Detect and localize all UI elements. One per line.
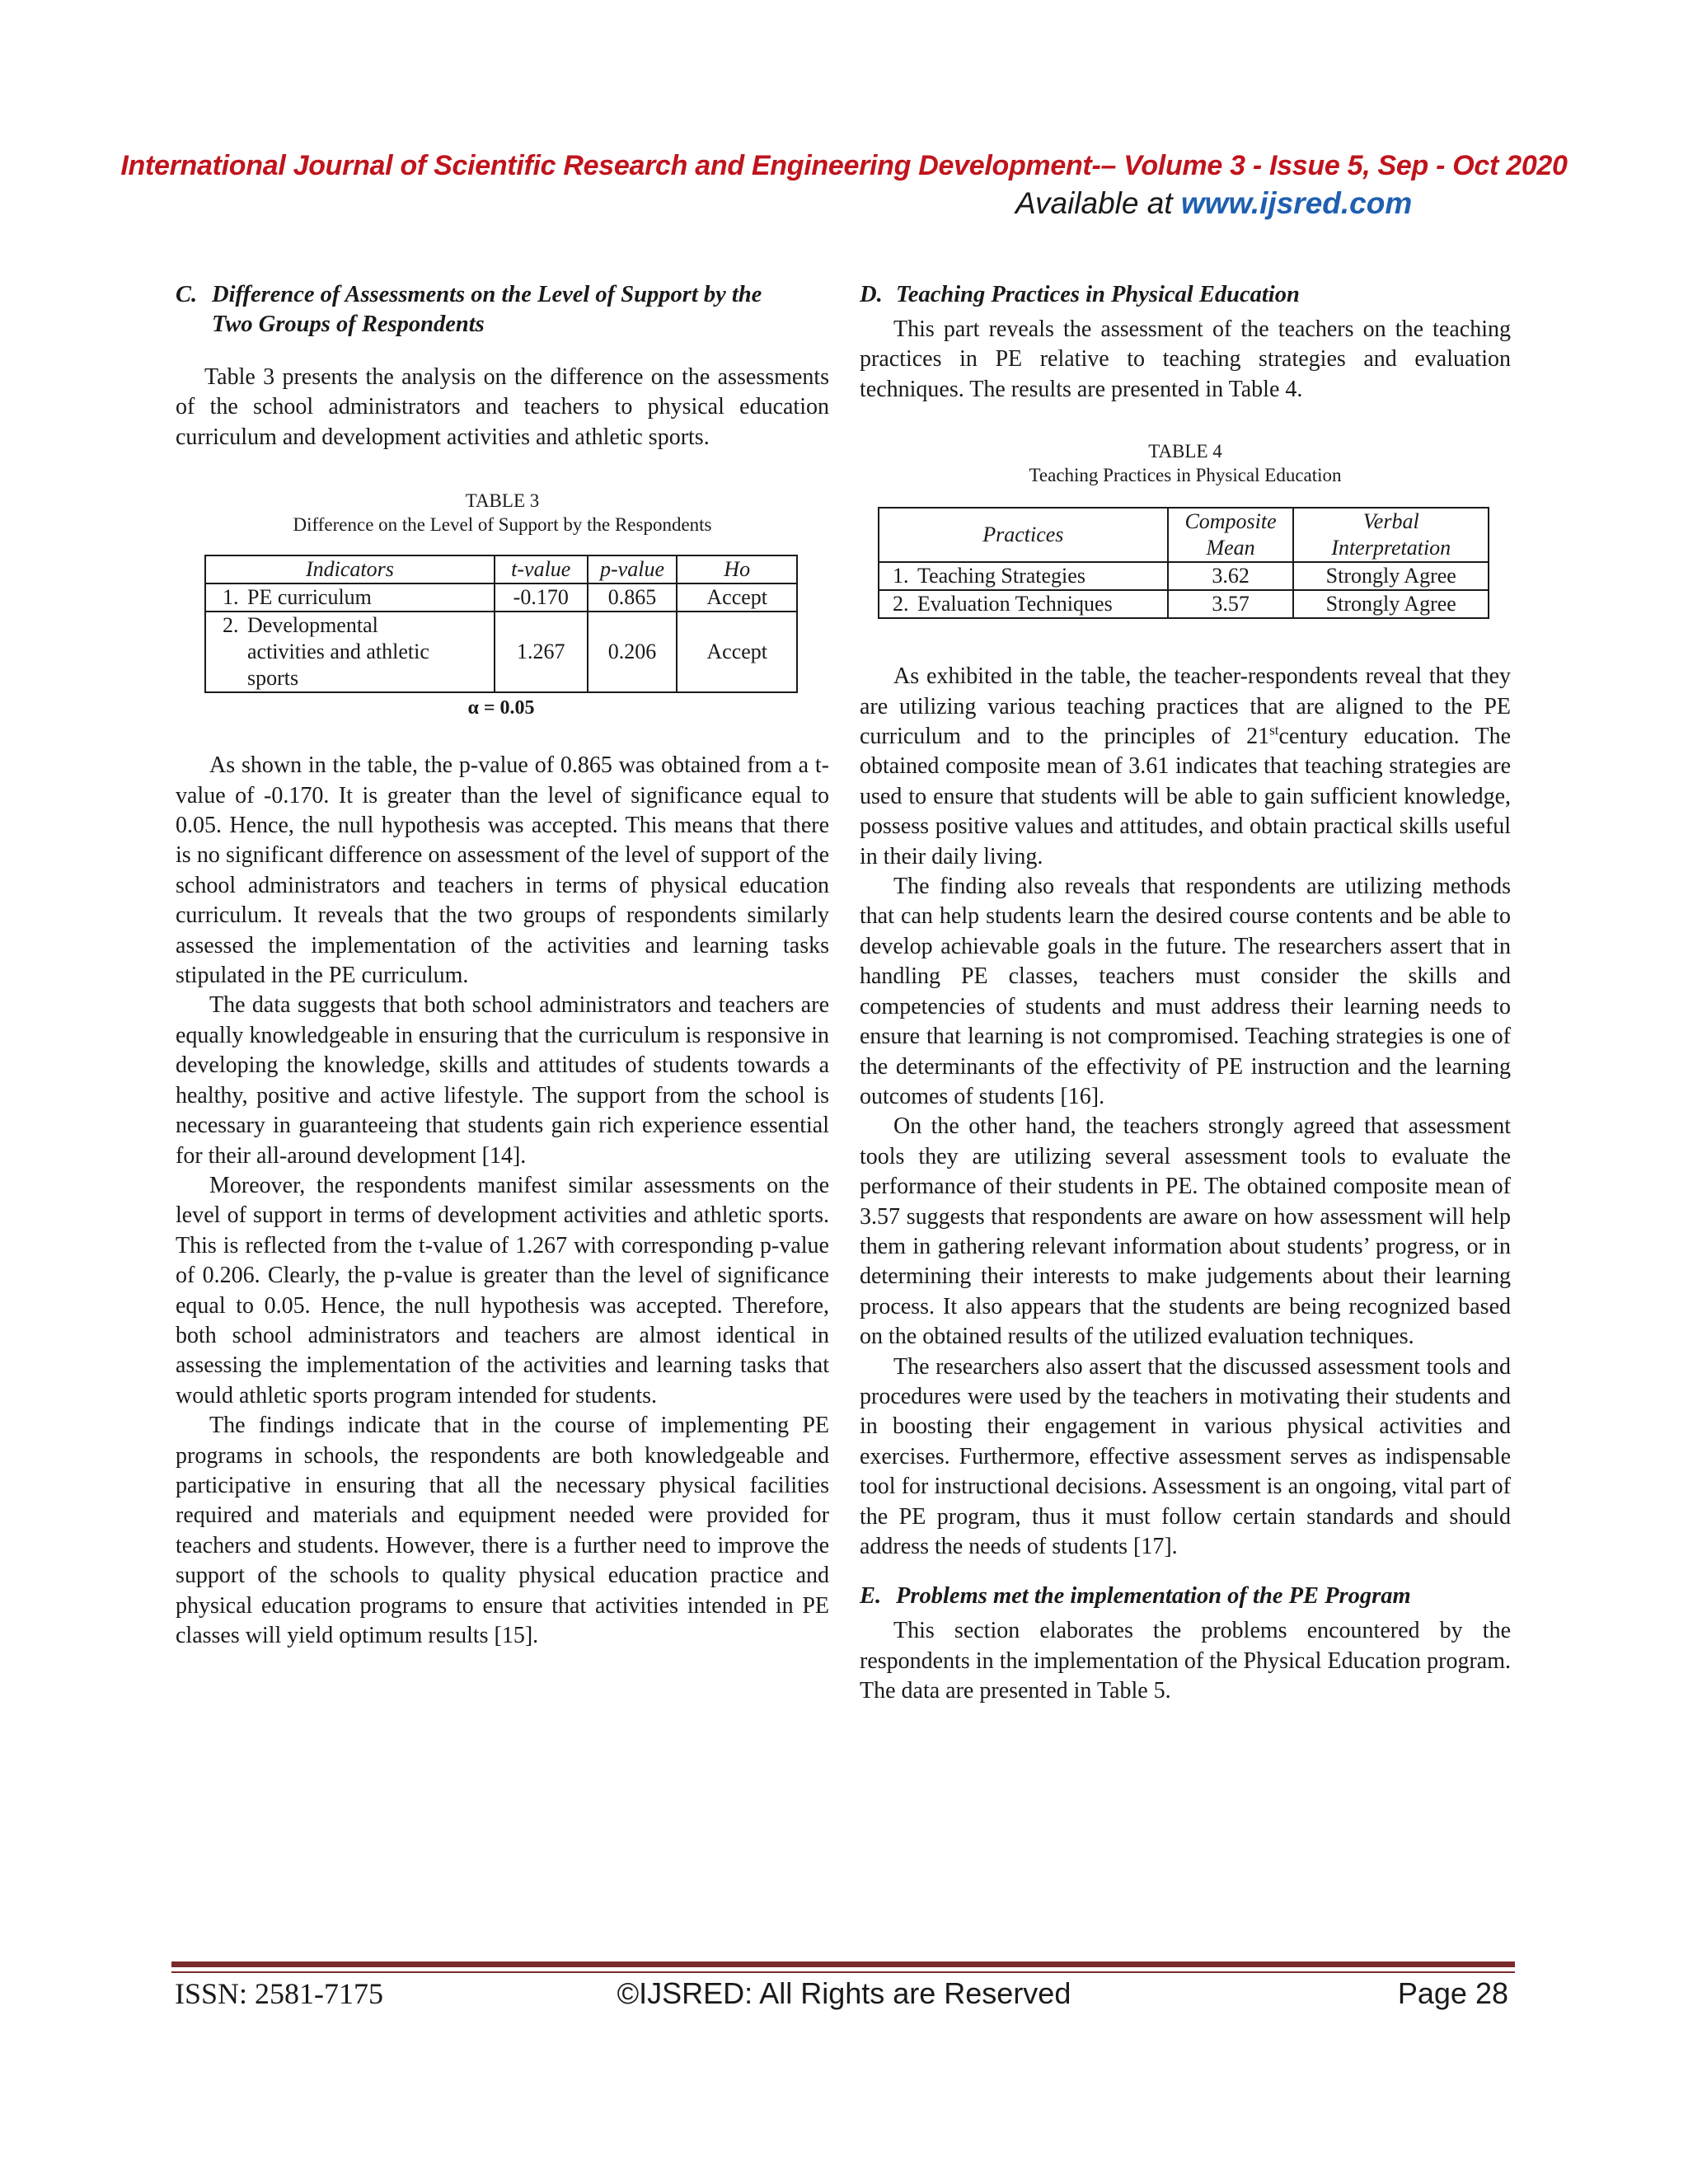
journal-url-link[interactable]: www.ijsred.com [1180,186,1413,220]
footer-page-number: Page 28 [1397,1976,1508,2010]
table3-row1-indicator: PE curriculum [247,585,372,610]
table3-row2-t: 1.267 [495,612,588,692]
table3-row2-indicator-line2: activities and athletic [247,640,429,664]
table4-row2-practice: Evaluation Techniques [917,592,1113,616]
section-c-intro: Table 3 presents the analysis on the difference on the assessments of the school administrators and teachers to physical education curriculum and development activities and athletic sports. [176,364,829,450]
table-row [879,590,1489,618]
available-prefix: Available at [1015,186,1181,220]
table4-header-mean-line1: Composite [1184,509,1277,534]
table4-header-verbal-line1: Verbal [1362,509,1419,534]
section-d-heading [860,280,1511,310]
section-d-label: D. [860,282,883,307]
table3-row2-num: 2. [223,613,239,638]
footer-issn: ISSN: 2581-7175 [175,1977,384,2010]
table3-row2-indicator-line1: Developmental [247,613,378,638]
footer-rights: ©IJSRED: All Rights are Reserved [617,1976,1071,2010]
table3-row1-num: 1. [223,585,239,610]
table3-title: Difference on the Level of Support by the Respondents [293,514,712,536]
table3-header-t: t-value [495,555,588,583]
journal-title: International Journal of Scientific Research and Engineering Development-– Volume 3 - Issue 5, Sep - Oct 2020 [120,150,1568,181]
table3-row2-ho: Accept [677,612,797,692]
section-c-label: C. [176,282,198,307]
right-column [860,280,1511,1707]
table3-header-p: p-value [588,555,678,583]
table4-row1-practice: Teaching Strategies [917,564,1085,588]
table4-row2-interp: Strongly Agree [1293,590,1489,618]
table4-title: Teaching Practices in Physical Education [1029,465,1342,486]
table3-caption [176,489,829,537]
table4-row2-num: 2. [893,592,909,616]
para1-before-sup: As exhibited in the table, the teacher-respondents reveal that they are utilizing various teaching practices that are aligned to the PE curriculum and to the principles of 21 [860,663,1511,750]
table4-label: TABLE 4 [1148,441,1222,462]
table-row [879,562,1489,590]
footer-divider-thin [171,1971,1515,1973]
para1-sup: st [1269,722,1279,738]
table4-row2-mean: 3.57 [1168,590,1294,618]
table3-row1-ho: Accept [677,583,797,612]
section-e-closing: This section elaborates the problems encountered by the respondents in the implementation of the Physical Education program. The data are presented in Table 5. [860,1618,1511,1704]
section-e-heading [860,1582,1511,1611]
table3-row2-indicator-line3: sports [247,666,299,691]
table3-header-ho: Ho [677,555,797,583]
table3-row1-t: -0.170 [495,583,588,612]
table3-row1-p: 0.865 [588,583,678,612]
table4-row1-mean: 3.62 [1168,562,1294,590]
section-d-intro: This part reveals the assessment of the teachers on the teaching practices in PE relative to teaching strategies and evaluation techniques. The results are presented in Table 4. [860,316,1511,402]
left-column [176,280,829,1651]
table4-header-practices: Practices [879,508,1168,562]
table3-header-row [205,555,797,583]
table3-label: TABLE 3 [465,490,540,512]
section-e-title: Problems met the implementation of the PE Program [896,1583,1411,1610]
table4 [878,507,1489,619]
section-d-title: Teaching Practices in Physical Education [896,282,1300,307]
left-paragraph: The findings indicate that in the course of implementing PE programs in schools, the respondents are both knowledgeable and participative in ensuring that all the necessary physical facilities required and materials and equipment needed were provided for teachers and students. However, there is a further need to improve the support of the schools to quality physical education practice and physical education programs to ensure that activities intended in PE classes will yield optimum results [15]. [176,1413,829,1648]
table4-header-row [879,508,1489,562]
table3-header-indicators: Indicators [205,555,495,583]
table3-row2-p: 0.206 [588,612,678,692]
table4-caption [860,439,1511,487]
section-e-label: E. [860,1583,882,1610]
table4-header-mean-line2: Mean [1206,536,1255,560]
table4-row1-interp: Strongly Agree [1293,562,1489,590]
table3-alpha-note: α = 0.05 [467,697,535,719]
table4-header-verbal-line2: Interpretation [1331,536,1451,560]
section-c-title-line2: Two Groups of Respondents [212,312,485,337]
right-paragraph: The finding also reveals that respondents are utilizing methods that can help students learn the desired course contents and be able to develop achievable goals in the future. The researchers assert that in handling PE classes, teachers must consider the skills and competencies of students and must address their learning needs to ensure that learning is not compromised. Teaching strategies is one of the determinants of the effectivity of PE instruction and the learning outcomes of students [16]. [860,874,1511,1109]
section-c-heading [176,280,829,340]
para1-after-sup: century education. The obtained composite mean of 3.61 indicates that teaching strategies are used to ensure that students will be able to gain sufficient knowledge, possess positive values and attitudes, and obtain practical skills useful in their daily living. [860,724,1512,869]
table3 [204,555,798,693]
table-row [205,583,797,612]
section-c-title-line1: Difference of Assessments on the Level of Support by the [212,282,762,307]
right-paragraph-1 [860,662,1511,872]
footer-divider [171,1961,1515,1967]
right-paragraph: On the other hand, the teachers strongly agreed that assessment tools they are utilizing several assessment tools to evaluate the performance of their students in PE. The obtained composite mean of 3.57 suggests that respondents are aware on how assessment will help them in gathering relevant information about students’ progress, or in determining their interests to make judgements about their learning process. It also appears that the students are being recognized based on the obtained results of the utilized evaluation techniques. [860,1113,1511,1350]
availability-line [1015,186,1412,221]
right-paragraph: The researchers also assert that the discussed assessment tools and procedures were used by the teachers in motivating their students and in boosting their engagement in various physical activities and exercises. Furthermore, effective assessment serves as indispensable tool for instructional decisions. Assessment is an ongoing, vital part of the PE program, thus it must follow certain standards and should address the needs of students [17]. [860,1353,1511,1559]
table4-row1-num: 1. [893,564,909,588]
table-row [205,612,797,692]
left-paragraph: As shown in the table, the p-value of 0.865 was obtained from a t-value of -0.170. It is greater than the level of significance equal to 0.05. Hence, the null hypothesis was accepted. This means that there is no significant difference on assessment of the level of support of the school administrators and teachers in terms of physical education curriculum. It reveals that the two groups of respondents similarly assessed the implementation of the activities and learning tasks stipulated in the PE curriculum. [176,752,829,989]
left-paragraph: The data suggests that both school administrators and teachers are equally knowledgeable in ensuring that the curriculum is responsive in developing the knowledge, skills and attitudes of students towards a healthy, positive and active lifestyle. The support from the school is necessary in guaranteeing that students gain rich experience essential for their all-around development [14]. [176,992,829,1169]
left-paragraph: Moreover, the respondents manifest similar assessments on the level of support in terms of development activities and athletic sports. This is reflected from the t-value of 1.267 with corresponding p-value of 0.206. Clearly, the p-value is greater than the level of significance equal to 0.05. Hence, the null hypothesis was accepted. Therefore, both school administrators and teachers are almost identical in assessing the implementation of the activities and learning tasks that would athletic sports program intended for students. [176,1172,829,1408]
